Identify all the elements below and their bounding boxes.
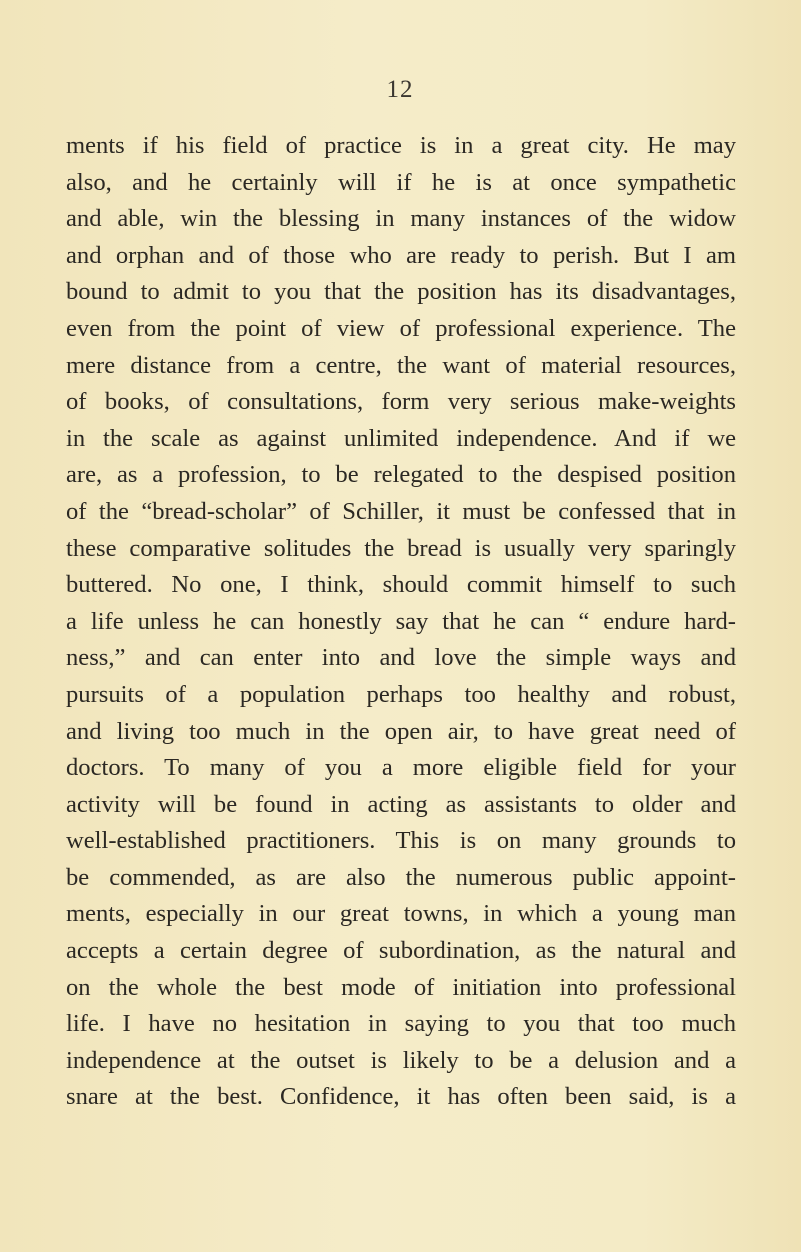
text-line: well-established practitioners. This is on many grounds to: [66, 827, 736, 855]
text-line: in the scale as against unlimited independence. And if we: [66, 424, 736, 452]
text-line: ments if his field of practice is in a great city. He may: [66, 132, 736, 159]
text-line: these comparative solitudes the bread is usually very sparingly: [66, 534, 736, 562]
text-line: of the “bread-scholar” of Schiller, it must be confessed that in: [66, 497, 736, 525]
text-line: on the whole the best mode of initiation into professional: [66, 973, 736, 1001]
text-line: bound to admit to you that the position has its disadvantages,: [66, 278, 736, 306]
text-line: pursuits of a population perhaps too healthy and robust,: [66, 680, 736, 708]
body-text: [66, 128, 736, 1116]
text-line: and living too much in the open air, to have great need of: [66, 717, 736, 745]
page-number: 12: [386, 76, 414, 103]
text-line: are, as a profession, to be relegated to the despised position: [66, 461, 736, 489]
text-line: accepts a certain degree of subordination, as the natural and: [66, 937, 736, 965]
text-line: a life unless he can honestly say that he can “ endure hard-: [66, 607, 736, 635]
text-line: also, and he certainly will if he is at once sympathetic: [66, 168, 736, 196]
text-line: ments, especially in our great towns, in which a young man: [66, 900, 736, 928]
text-line: doctors. To many of you a more eligible field for your: [66, 754, 736, 782]
text-line: mere distance from a centre, the want of material resources,: [66, 351, 736, 379]
text-line: be commended, as are also the numerous public appoint-: [66, 863, 736, 891]
text-line: and able, win the blessing in many instances of the widow: [66, 205, 736, 233]
text-line: snare at the best. Confidence, it has often been said, is a: [66, 1083, 736, 1111]
text-line: ness,” and can enter into and love the simple ways and: [66, 644, 736, 672]
text-line: of books, of consultations, form very serious make-weights: [66, 388, 736, 416]
text-line: buttered. No one, I think, should commit himself to such: [66, 571, 736, 599]
text-line: and orphan and of those who are ready to perish. But I am: [66, 241, 736, 269]
text-line: independence at the outset is likely to be a delusion and a: [66, 1046, 736, 1074]
text-line: life. I have no hesitation in saying to you that too much: [66, 1010, 736, 1038]
text-line: activity will be found in acting as assistants to older and: [66, 790, 736, 818]
text-line: even from the point of view of professional experience. The: [66, 314, 736, 342]
